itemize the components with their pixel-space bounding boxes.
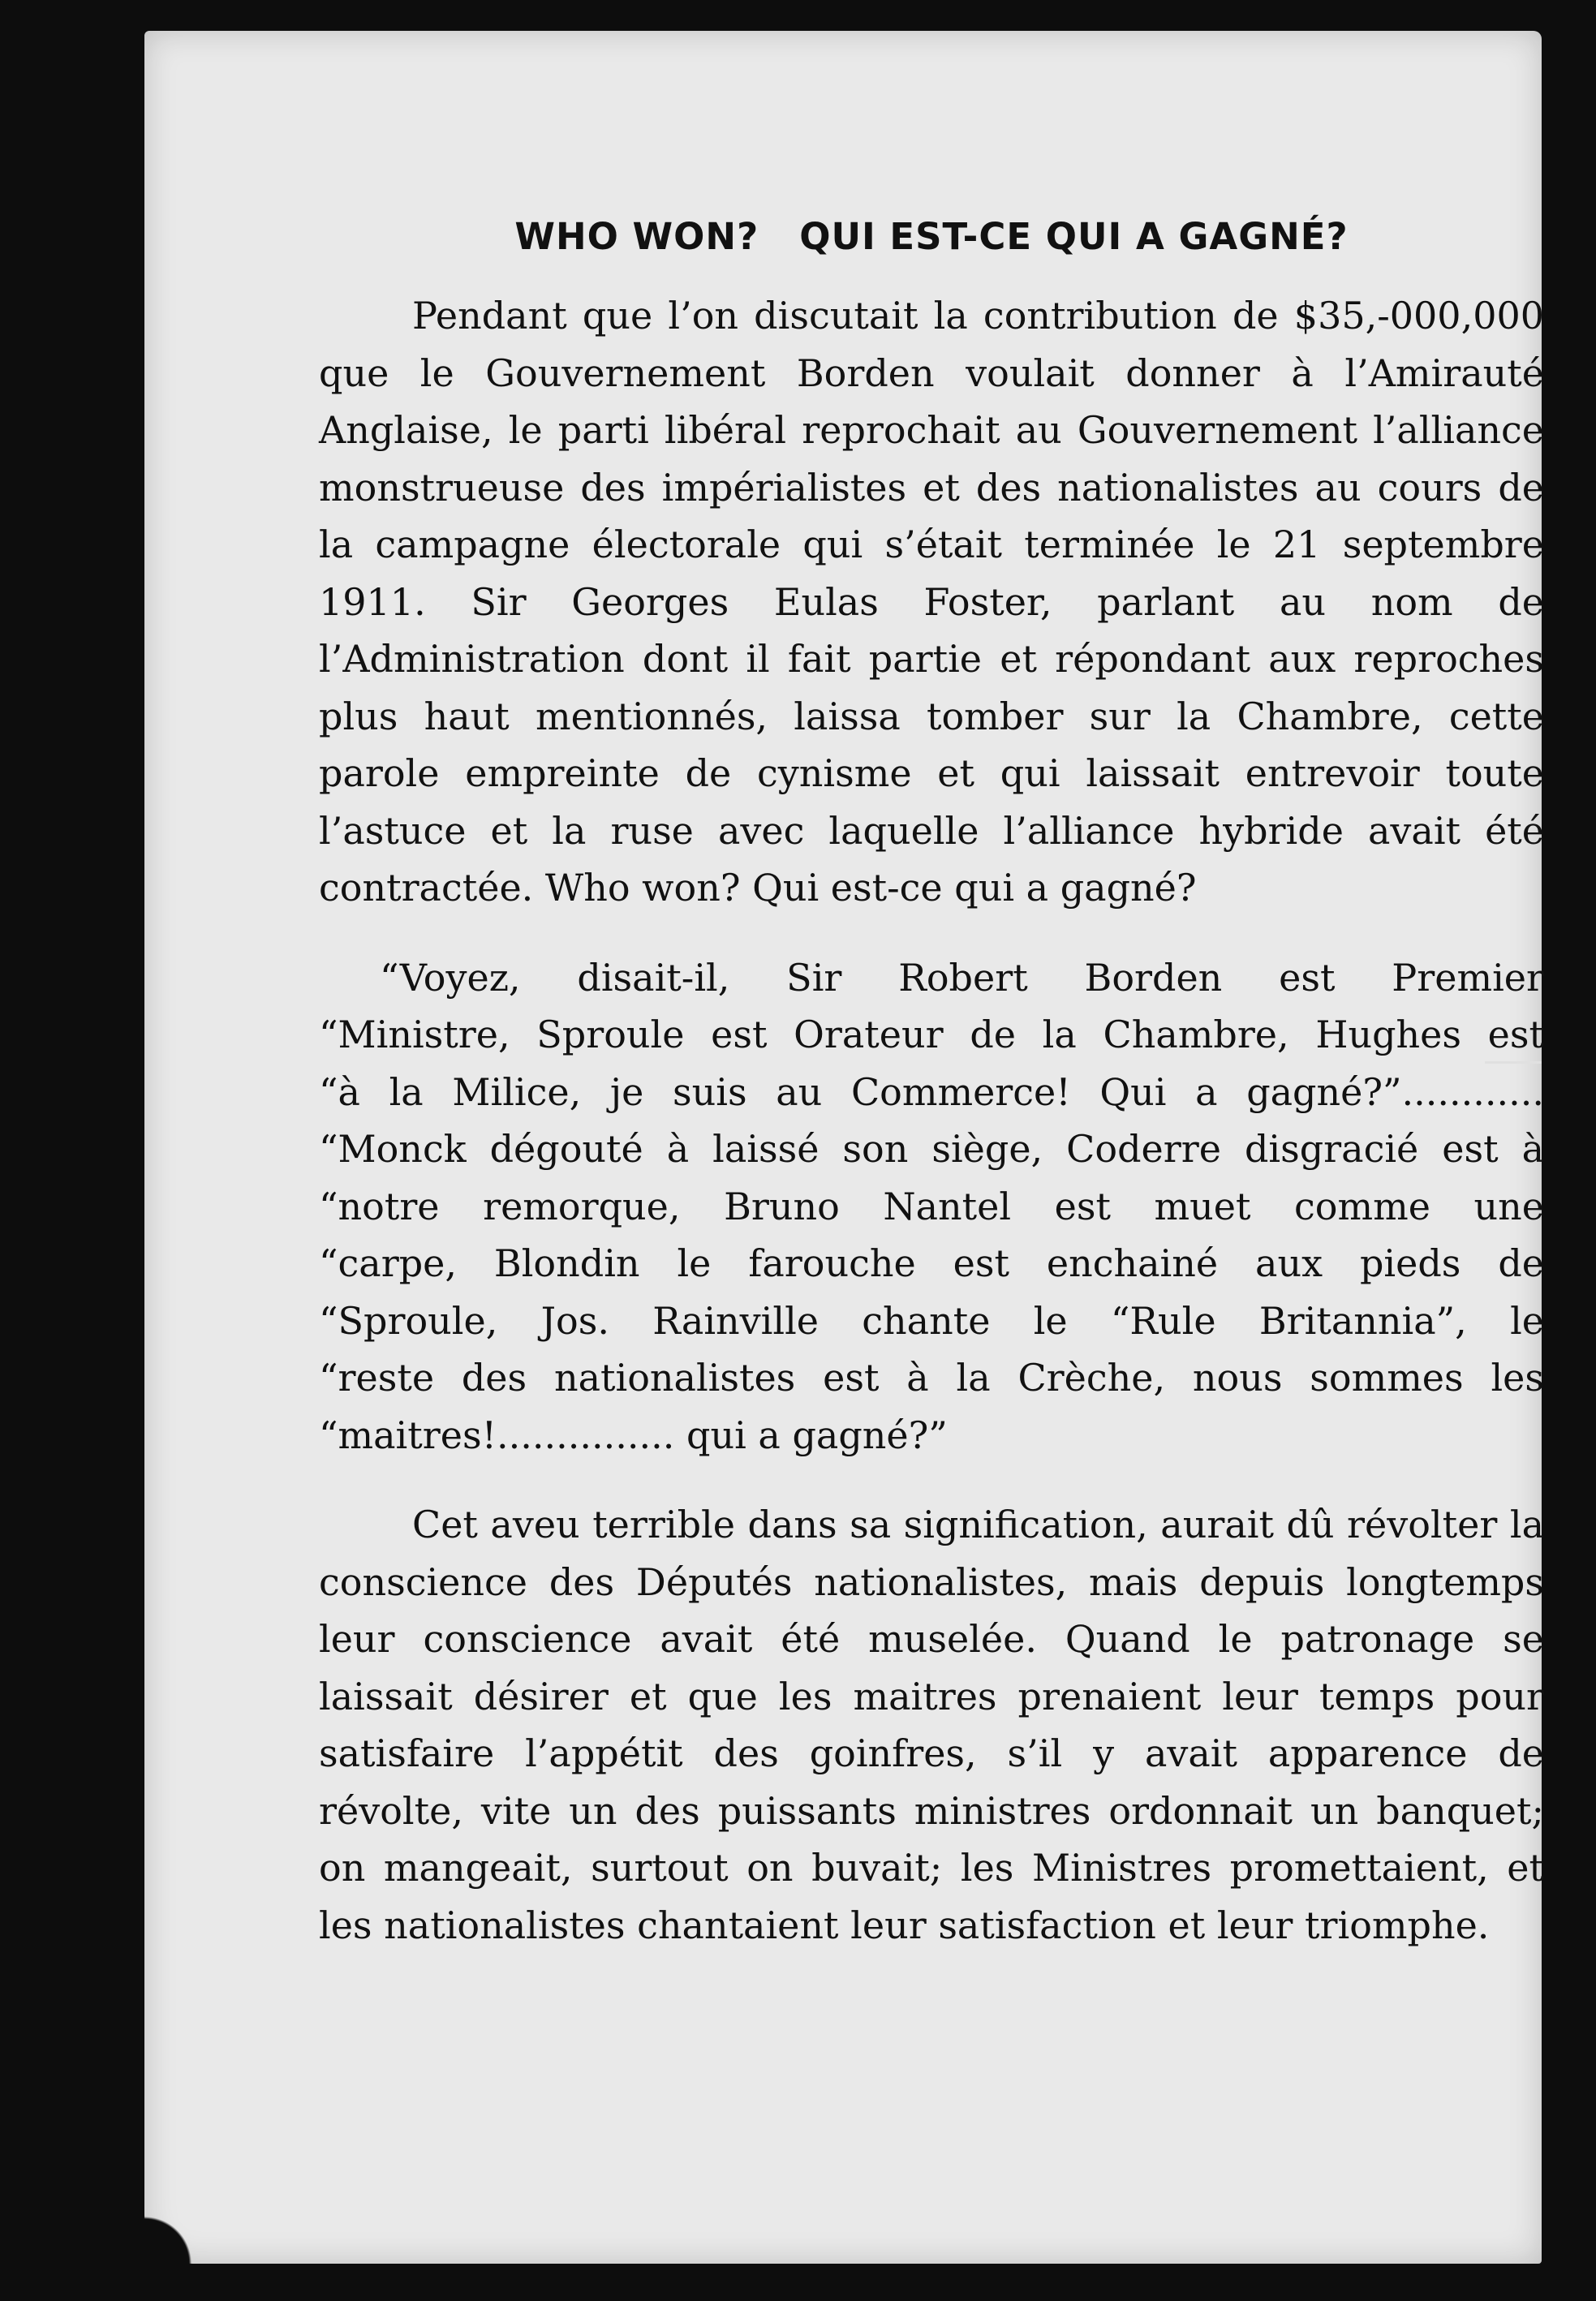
quote-line: “Sproule, Jos. Rainville chante le “Rule Britannia”, le [319, 1298, 1544, 1343]
paper-sheet [144, 31, 1542, 2264]
document-body [319, 209, 1544, 1954]
quote-block [319, 949, 1544, 1464]
page-title: WHO WON? QUI EST-CE QUI A GAGNÉ? [514, 215, 1349, 258]
quote-line: “notre remorque, Bruno Nantel est muet comme une [319, 1184, 1544, 1228]
quote-line: “Voyez, disait-il, Sir Robert Borden est Premier [380, 955, 1544, 1000]
quote-line: “maitres!............... qui a gagné?” [319, 1413, 948, 1457]
quote-line: “Ministre, Sproule est Orateur de la Chambre, Hughes est [319, 1013, 1544, 1056]
paragraph-conclusion: Cet aveu terrible dans sa signification, aurait dû révolter la conscience des Députés nationalistes, mais depuis longtemps leur conscience avait été muselée. Quand le patronage se laissait désirer et que les maitres prenaient leur temps pour satisfaire l’appétit des goinfres, s’il y avait apparence de révolte, vite un des puissants ministres ordonnait un banquet; on mangeait, surtout on buvait; les Ministres promettaient, et les nationalistes chantaient leur satisfaction et leur triomphe. [319, 1503, 1544, 1947]
quote-line: “à la Milice, je suis au Commerce! Qui a gagné?”............ [319, 1069, 1544, 1114]
quote-line: “reste des nationalistes est à la Crèche, nous sommes les [319, 1356, 1544, 1400]
quote-line: “Monck dégouté à laissé son siège, Coderre disgracié est à [319, 1127, 1544, 1171]
paragraph-intro: Pendant que l’on discutait la contribution de $35,-000,000 que le Gouvernement Borden voulait donner à l’Amirauté Anglaise, le parti libéral reprochait au Gouvernement l’alliance monstrueuse des impérialistes et des nationalistes au cours de la campagne électorale qui s’était terminée le 21 septembre 1911. Sir Georges Eulas Foster, parlant au nom de l’Administration dont il fait partie et répondant aux reproches plus haut mentionnés, laissa tomber sur la Chambre, cette parole empreinte de cynisme et qui laissait entrevoir toute l’astuce et la ruse avec laquelle l’alliance hybride avait été contractée. Who won? Qui est-ce qui a gagné? [319, 294, 1544, 910]
quote-line: “carpe, Blondin le farouche est enchainé aux pieds de [319, 1241, 1544, 1285]
